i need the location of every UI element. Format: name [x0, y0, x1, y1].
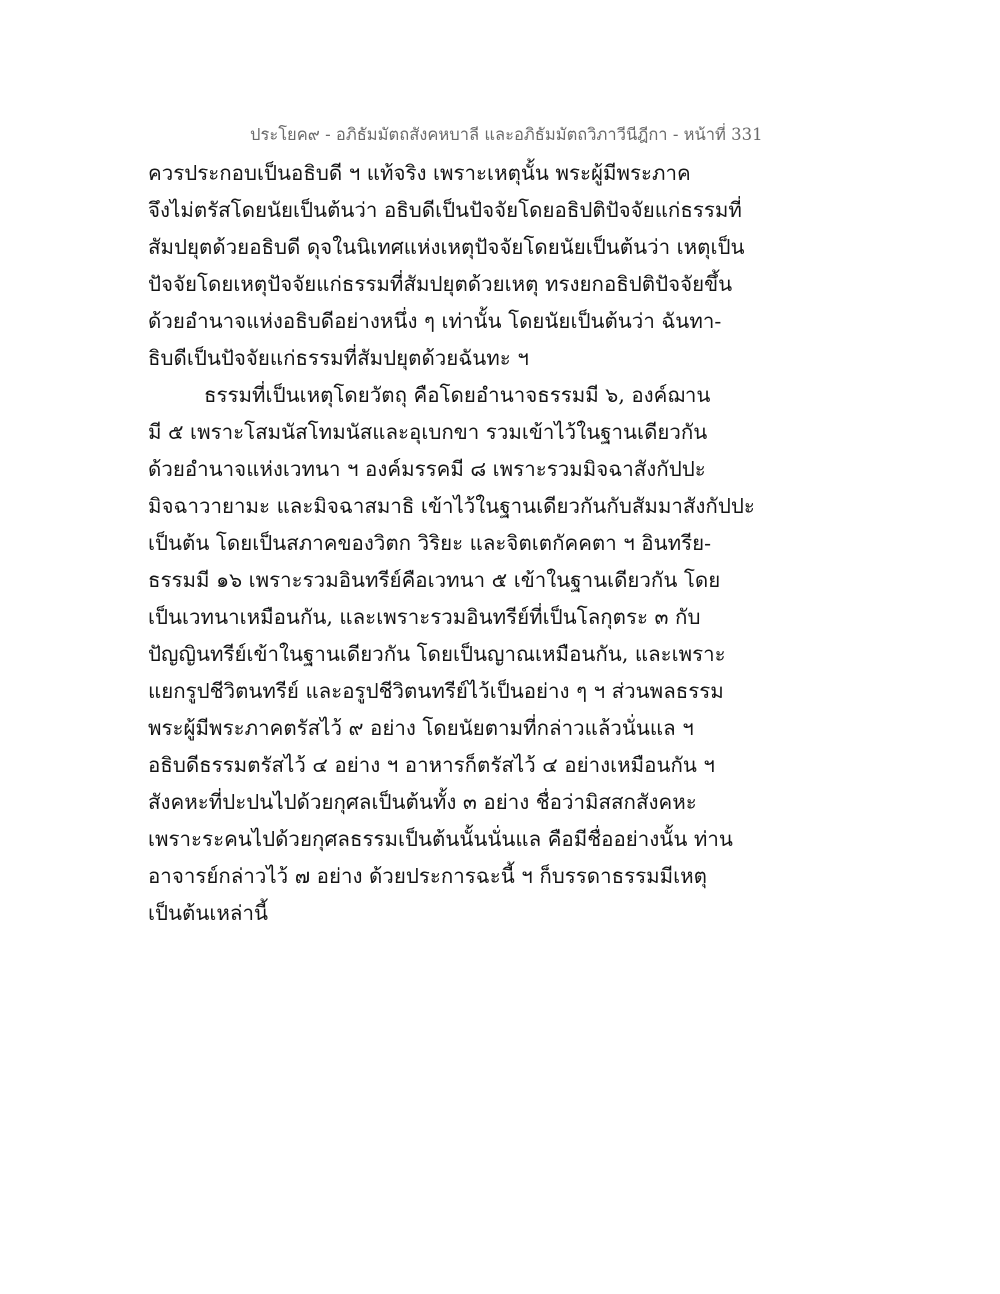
text-line: ด้วยอำนาจแห่งเวทนา ฯ องค์มรรคมี ๘ เพราะรวมมิจฉาสังกัปปะ [148, 457, 706, 481]
text-line: ด้วยอำนาจแห่งอธิบดีอย่างหนึ่ง ๆ เท่านั้น โดยนัยเป็นต้นว่า ฉันทา- [148, 309, 722, 333]
text-line: พระผู้มีพระภาคตรัสไว้ ๙ อย่าง โดยนัยตามที่กล่าวแล้วนั่นแล ฯ [148, 716, 694, 740]
text-line: เป็นเวทนาเหมือนกัน, และเพราะรวมอินทรีย์ที่เป็นโลกุตระ ๓ กับ [148, 605, 701, 629]
text-line: ธรรมมี ๑๖ เพราะรวมอินทรีย์คือเวทนา ๕ เข้าในฐานเดียวกัน โดย [148, 568, 721, 592]
text-line: มิจฉาวายามะ และมิจฉาสมาธิ เข้าไว้ในฐานเดียวกันกับสัมมาสังกัปปะ [148, 494, 755, 518]
text-line: สัมปยุตด้วยอธิบดี ดุจในนิเทศแห่งเหตุปัจจัยโดยนัยเป็นต้นว่า เหตุเป็น [148, 235, 745, 259]
text-line: เพราะระคนไปด้วยกุศลธรรมเป็นต้นนั้นนั่นแล คือมีชื่ออย่างนั้น ท่าน [148, 827, 733, 851]
text-line: แยกรูปชีวิตนทรีย์ และอรูปชีวิตนทรีย์ไว้เป็นอย่าง ๆ ฯ ส่วนพลธรรม [148, 679, 724, 703]
text-line: อธิบดีธรรมตรัสไว้ ๔ อย่าง ฯ อาหารก็ตรัสไว้ ๔ อย่างเหมือนกัน ฯ [148, 753, 715, 777]
text-line: เป็นต้นเหล่านี้ [148, 901, 268, 925]
text-line: มี ๕ เพราะโสมนัสโทมนัสและอุเบกขา รวมเข้าไว้ในฐานเดียวกัน [148, 420, 708, 444]
text-line: ธิบดีเป็นปัจจัยแก่ธรรมที่สัมปยุตด้วยฉันทะ ฯ [148, 346, 529, 370]
text-line: จึงไม่ตรัสโดยนัยเป็นต้นว่า อธิบดีเป็นปัจจัยโดยอธิปติปัจจัยแก่ธรรมที่ [148, 198, 742, 222]
paragraph-first-line: ธรรมที่เป็นเหตุโดยวัตถุ คือโดยอำนาจธรรมมี ๖, องค์ฌาน [204, 383, 711, 407]
text-line: อาจารย์กล่าวไว้ ๗ อย่าง ด้วยประการฉะนี้ ฯ ก็บรรดาธรรมมีเหตุ [148, 864, 707, 888]
text-line: สังคหะที่ปะปนไปด้วยกุศลเป็นต้นทั้ง ๓ อย่าง ชื่อว่ามิสสกสังคหะ [148, 790, 697, 814]
running-header: ประโยค๙ - อภิธัมมัตถสังคหบาลี และอภิธัมมัตถวิภาวีนีฎีกา - หน้าที่ 331 [250, 125, 763, 144]
text-line: ปัญญินทรีย์เข้าในฐานเดียวกัน โดยเป็นญาณเหมือนกัน, และเพราะ [148, 642, 726, 666]
text-line: เป็นต้น โดยเป็นสภาคของวิตก วิริยะ และจิตเตกัคคตา ฯ อินทรีย- [148, 531, 712, 555]
text-line: ปัจจัยโดยเหตุปัจจัยแก่ธรรมที่สัมปยุตด้วยเหตุ ทรงยกอธิปติปัจจัยขึ้น [148, 272, 733, 296]
body-text [148, 155, 755, 932]
text-line: ควรประกอบเป็นอธิบดี ฯ แท้จริง เพราะเหตุนั้น พระผู้มีพระภาค [148, 161, 691, 185]
